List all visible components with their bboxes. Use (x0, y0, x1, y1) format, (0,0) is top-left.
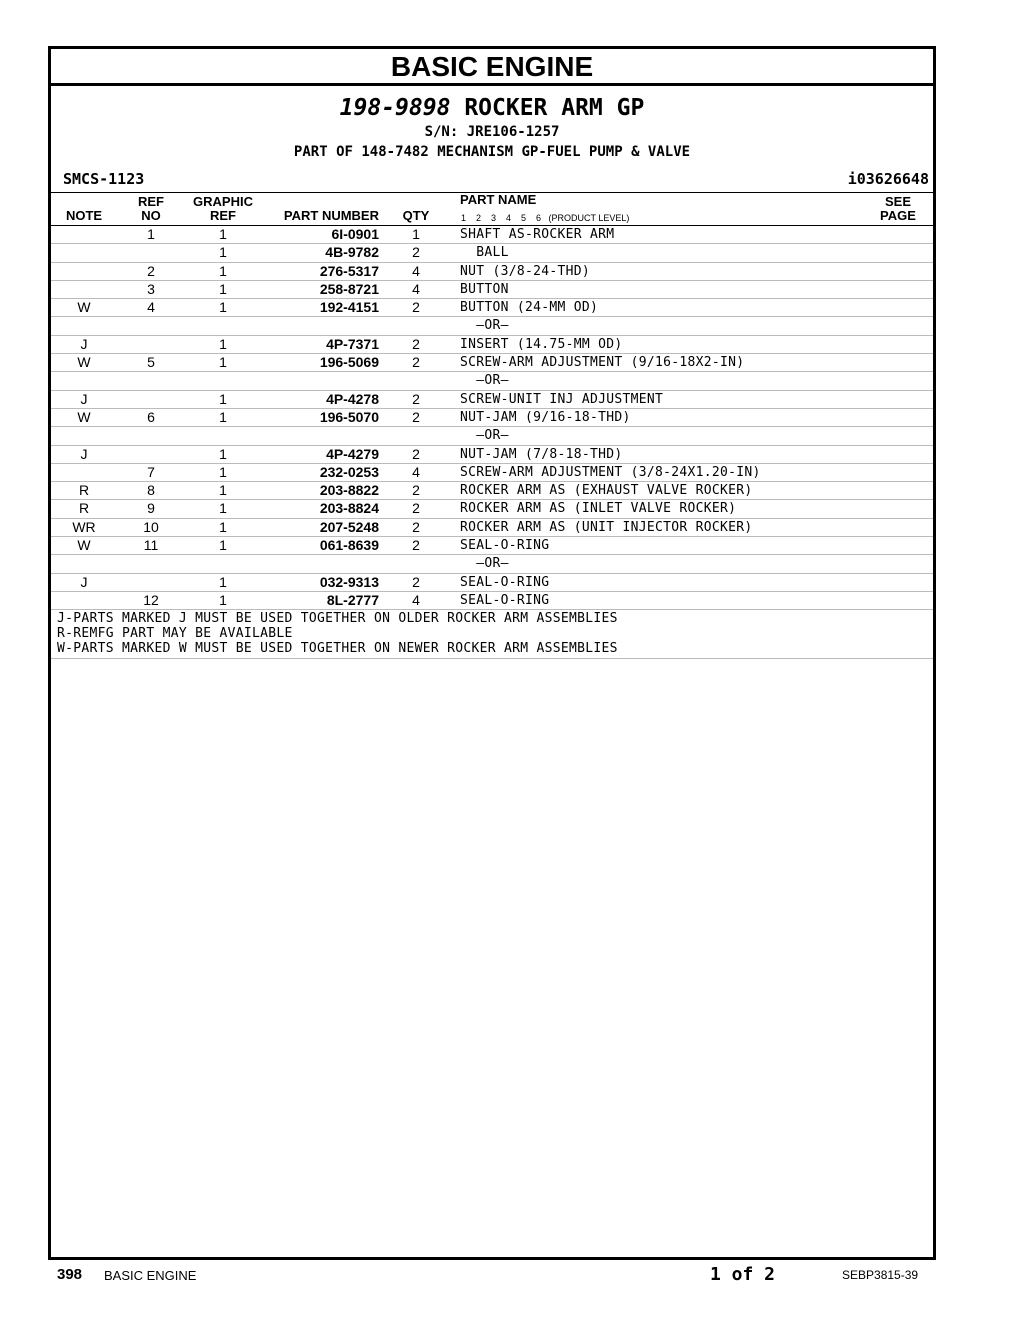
part-name-cell: SEAL-O-RING (460, 574, 550, 590)
qty-cell: 4 (412, 280, 420, 297)
part-name-cell: —OR— (460, 556, 509, 572)
part-name-cell: SEAL-O-RING (460, 538, 550, 554)
qty-cell: 2 (412, 573, 420, 590)
note-cell: W (77, 537, 91, 554)
note-cell: R (78, 482, 90, 499)
part-name-cell: BUTTON (24-MM OD) (460, 300, 599, 316)
ref-no-cell: 10 (143, 518, 159, 535)
part-name-cell: NUT (3/8-24-THD) (460, 263, 591, 279)
part-name-cell: INSERT (14.75-MM OD) (460, 336, 623, 352)
page-footer (0, 1262, 1020, 1292)
qty-cell: 2 (412, 335, 420, 352)
ref-no-cell: 2 (147, 262, 155, 279)
table-row (51, 555, 933, 573)
graphic-ref-cell: 1 (219, 573, 227, 590)
ref-no-cell: 6 (147, 408, 155, 425)
note-cell: W (77, 408, 91, 425)
graphic-ref-cell: 1 (219, 262, 227, 279)
graphic-ref-cell: 1 (219, 482, 227, 499)
part-name-cell: ROCKER ARM AS (EXHAUST VALVE ROCKER) (460, 483, 753, 499)
part-name-cell: SEAL-O-RING (460, 592, 550, 608)
note-cell: J (80, 573, 88, 590)
table-row (51, 317, 933, 335)
part-name-cell: ROCKER ARM AS (INLET VALVE ROCKER) (460, 501, 737, 517)
graphic-ref-cell: 1 (219, 537, 227, 554)
graphic-ref-cell: 1 (219, 354, 227, 371)
table-row (51, 592, 933, 610)
table-row (51, 372, 933, 390)
part-number-cell: 207-5248 (319, 518, 379, 535)
ref-no-cell: 8 (147, 482, 155, 499)
table-row (51, 336, 933, 354)
qty-cell: 4 (412, 463, 420, 480)
parts-table-body (51, 226, 933, 610)
header-ref-top: REF (138, 194, 164, 209)
qty-cell: 2 (412, 244, 420, 261)
assembly-name: ROCKER ARM GP (464, 95, 645, 121)
part-name-cell: ROCKER ARM AS (UNIT INJECTOR ROCKER) (460, 519, 753, 535)
note-r: R-REMFG PART MAY BE AVAILABLE (57, 626, 293, 642)
table-row (51, 537, 933, 555)
ref-no-cell: 12 (143, 591, 159, 608)
qty-cell: 2 (412, 518, 420, 535)
section-title: BASIC ENGINE (51, 49, 933, 86)
note-w: W-PARTS MARKED W MUST BE USED TOGETHER ON NEWER ROCKER ARM ASSEMBLIES (57, 641, 618, 657)
header-graphic-top: GRAPHIC (193, 194, 253, 209)
note-cell: J (80, 335, 88, 352)
graphic-ref-cell: 1 (219, 244, 227, 261)
graphic-ref-cell: 1 (219, 445, 227, 462)
header-ref-bottom: NO (141, 208, 161, 223)
graphic-ref-cell: 1 (219, 500, 227, 517)
note-cell: J (80, 390, 88, 407)
ref-no-cell: 1 (147, 226, 155, 242)
qty-cell: 4 (412, 262, 420, 279)
table-row (51, 244, 933, 262)
table-row (51, 263, 933, 281)
notes-block (51, 610, 933, 659)
part-name-cell: BUTTON (460, 281, 509, 297)
graphic-ref-cell: 1 (219, 463, 227, 480)
qty-cell: 2 (412, 482, 420, 499)
footer-document-id: SEBP3815-39 (842, 1268, 919, 1282)
smcs-code: SMCS-1123 (63, 170, 145, 188)
table-row (51, 446, 933, 464)
part-number-cell: 232-0253 (319, 463, 379, 480)
table-header (51, 193, 933, 226)
part-number-cell: 8L-2777 (326, 591, 379, 608)
part-number-cell: 4P-7371 (326, 335, 379, 352)
part-number-cell: 196-5069 (319, 354, 379, 371)
qty-cell: 2 (412, 445, 420, 462)
graphic-ref-cell: 1 (219, 591, 227, 608)
table-row (51, 299, 933, 317)
table-row (51, 427, 933, 445)
note-cell: W (77, 354, 91, 371)
part-number-cell: 258-8721 (319, 280, 379, 297)
footer-page-of: 1 of 2 (710, 1264, 776, 1285)
part-name-cell: —OR— (460, 318, 509, 334)
part-number-cell: 4P-4278 (326, 390, 379, 407)
note-cell: W (77, 299, 91, 316)
header-note: NOTE (65, 208, 103, 223)
part-number-cell: 4P-4279 (326, 445, 379, 462)
table-row (51, 482, 933, 500)
part-name-cell: NUT-JAM (7/8-18-THD) (460, 446, 623, 462)
part-number-cell: 192-4151 (319, 299, 379, 316)
ref-no-cell: 7 (147, 463, 155, 480)
graphic-ref-cell: 1 (219, 226, 227, 242)
qty-cell: 2 (412, 299, 420, 316)
part-name-cell: —OR— (460, 428, 509, 444)
assembly-title (51, 94, 933, 122)
header-part-name: PART NAME (460, 192, 537, 207)
part-number-cell: 203-8822 (319, 482, 379, 499)
part-number-cell: 032-9313 (319, 573, 379, 590)
part-number-cell: 6I-0901 (331, 226, 379, 242)
ref-no-cell: 11 (143, 537, 159, 554)
header-part-number: PART NUMBER (283, 208, 379, 223)
table-row (51, 354, 933, 372)
assembly-number: 198-9898 (339, 95, 451, 121)
part-name-cell: NUT-JAM (9/16-18-THD) (460, 409, 631, 425)
part-name-cell: BALL (460, 245, 509, 261)
ref-no-cell: 5 (147, 354, 155, 371)
header-see-bottom: PAGE (880, 208, 916, 223)
part-name-cell: SCREW-UNIT INJ ADJUSTMENT (460, 391, 664, 407)
qty-cell: 2 (412, 408, 420, 425)
part-name-cell: SCREW-ARM ADJUSTMENT (9/16-18X2-IN) (460, 355, 745, 371)
part-number-cell: 196-5070 (319, 408, 379, 425)
graphic-ref-cell: 1 (219, 518, 227, 535)
qty-cell: 2 (412, 537, 420, 554)
table-row (51, 519, 933, 537)
part-name-cell: SHAFT AS-ROCKER ARM (460, 227, 615, 242)
qty-cell: 2 (412, 500, 420, 517)
part-name-cell: —OR— (460, 373, 509, 389)
part-name-cell: SCREW-ARM ADJUSTMENT (3/8-24X1.20-IN) (460, 464, 761, 480)
part-number-cell: 061-8639 (319, 537, 379, 554)
qty-cell: 1 (412, 226, 420, 242)
graphic-ref-cell: 1 (219, 299, 227, 316)
table-row (51, 409, 933, 427)
footer-section: BASIC ENGINE (104, 1268, 197, 1283)
note-cell: R (78, 500, 90, 517)
qty-cell: 2 (412, 390, 420, 407)
smcs-row (51, 168, 933, 193)
page-frame (48, 46, 936, 1260)
table-row (51, 574, 933, 592)
note-cell: J (80, 445, 88, 462)
header-qty: QTY (402, 208, 430, 223)
note-j: J-PARTS MARKED J MUST BE USED TOGETHER ON OLDER ROCKER ARM ASSEMBLIES (57, 611, 618, 627)
graphic-ref-cell: 1 (219, 280, 227, 297)
part-number-cell: 203-8824 (319, 500, 379, 517)
table-row (51, 391, 933, 409)
part-number-cell: 276-5317 (319, 262, 379, 279)
table-row (51, 281, 933, 299)
header-see-top: SEE (884, 194, 911, 209)
part-of-line: PART OF 148-7482 MECHANISM GP-FUEL PUMP & VALVE (293, 144, 691, 160)
ref-no-cell: 3 (147, 280, 155, 297)
footer-page-number: 398 (57, 1266, 83, 1283)
graphic-ref-cell: 1 (219, 408, 227, 425)
table-row (51, 226, 933, 244)
table-row (51, 464, 933, 482)
part-number-cell: 4B-9782 (325, 244, 379, 261)
qty-cell: 4 (412, 591, 420, 608)
ref-no-cell: 4 (147, 299, 155, 316)
qty-cell: 2 (412, 354, 420, 371)
header-graphic-bottom: REF (210, 208, 236, 223)
graphic-ref-cell: 1 (219, 390, 227, 407)
ref-no-cell: 9 (147, 500, 155, 517)
table-row (51, 500, 933, 518)
note-cell: WR (72, 518, 96, 535)
header-product-levels: 1 2 3 4 5 6 (PRODUCT LEVEL) (461, 213, 630, 223)
serial-number: S/N: JRE106-1257 (424, 124, 560, 140)
graphic-ref-cell: 1 (219, 335, 227, 352)
illustration-id: i03626648 (847, 170, 929, 188)
